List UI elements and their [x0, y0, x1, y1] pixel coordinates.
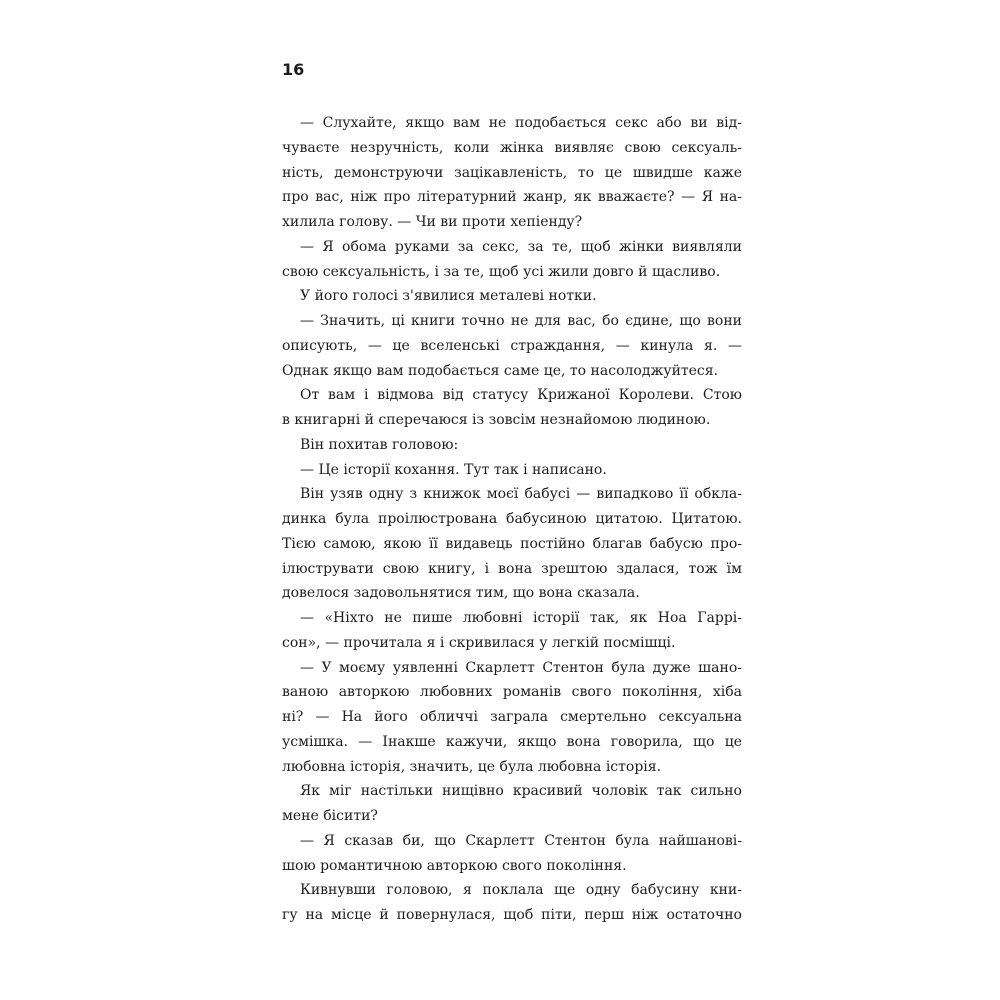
text-line: чуваєте незручність, коли жінка виявляє свою сексуаль-: [282, 139, 742, 156]
text-line: Він похитав головою:: [300, 436, 459, 453]
body-text: [282, 111, 742, 928]
text-line: — «Ніхто не пише любовні історії так, як Ноа Гаррі-: [300, 610, 742, 626]
text-line: ваною авторкою любовних романів свого покоління, хіба: [282, 684, 742, 701]
text-line: гу на місце й повернулася, щоб піти, перш ніж остаточно: [282, 907, 742, 923]
text-line: про вас, ніж про літературний жанр, як вважаєте? — Я на-: [282, 189, 742, 206]
text-line: От вам і відмова від статусу Крижаної Королеви. Стою: [300, 387, 742, 404]
text-line: — У моєму уявленні Скарлетт Стентон була дуже шано-: [300, 659, 742, 676]
text-line: — Я обома руками за секс, за те, щоб жінки виявляли: [300, 238, 742, 255]
page-number: 16: [282, 60, 305, 79]
text-line: — Слухайте, якщо вам не подобається секс або ви від-: [300, 115, 742, 131]
text-line: любовна історія, значить, це була любовна історія.: [282, 758, 662, 775]
text-line: Однак якщо вам подобається саме це, то насолоджуйтеся.: [282, 362, 719, 379]
text-line: У його голосі з'явилися металеві нотки.: [300, 288, 597, 305]
text-line: описують, — це вселенські страждання, — кинула я. —: [282, 337, 742, 354]
text-line: довелося задовольнятися тим, що вона сказала.: [282, 585, 640, 602]
text-line: хилила голову. — Чи ви проти хепіенду?: [282, 214, 583, 230]
text-line: Як міг настільки нищівно красивий чоловік так сильно: [300, 783, 742, 800]
text-line: свою сексуальність, і за те, щоб усі жили довго й щасливо.: [282, 263, 721, 280]
text-line: ність, демонструючи зацікавленість, то це швидше каже: [282, 164, 742, 181]
text-line: — Це історії кохання. Тут так і написано.: [300, 461, 607, 478]
text-line: Тією самою, якою її видавець постійно благав бабусю про-: [282, 535, 742, 552]
text-line: ілюструвати свою книгу, і вона зрештою здалася, тож їм: [282, 560, 742, 577]
text-line: в книгарні й сперечаюся із зовсім незнайомою людиною.: [282, 412, 711, 428]
text-line: — Я сказав би, що Скарлетт Стентон була найшанові-: [300, 832, 742, 849]
text-line: Кивнувши головою, я поклала ще одну бабусину кни-: [300, 882, 742, 899]
text-line: усмішка. — Інакше кажучи, якщо вона говорила, що це: [282, 733, 742, 750]
text-line: сон», — прочитала я і скривилася у легкій посмішці.: [282, 634, 676, 651]
text-line: — Значить, ці книги точно не для вас, бо єдине, що вони: [300, 313, 742, 329]
text-line: ні? — На його обличчі заграла смертельно сексуальна: [282, 709, 742, 725]
text-line: динка була проілюстрована бабусиною цитатою. Цитатою.: [282, 511, 742, 527]
text-line: мене бісити?: [282, 808, 378, 824]
text-line: Він узяв одну з книжок моєї бабусі — випадково її обкла-: [300, 486, 742, 503]
text-line: шою романтичною авторкою свого покоління.: [282, 857, 627, 874]
